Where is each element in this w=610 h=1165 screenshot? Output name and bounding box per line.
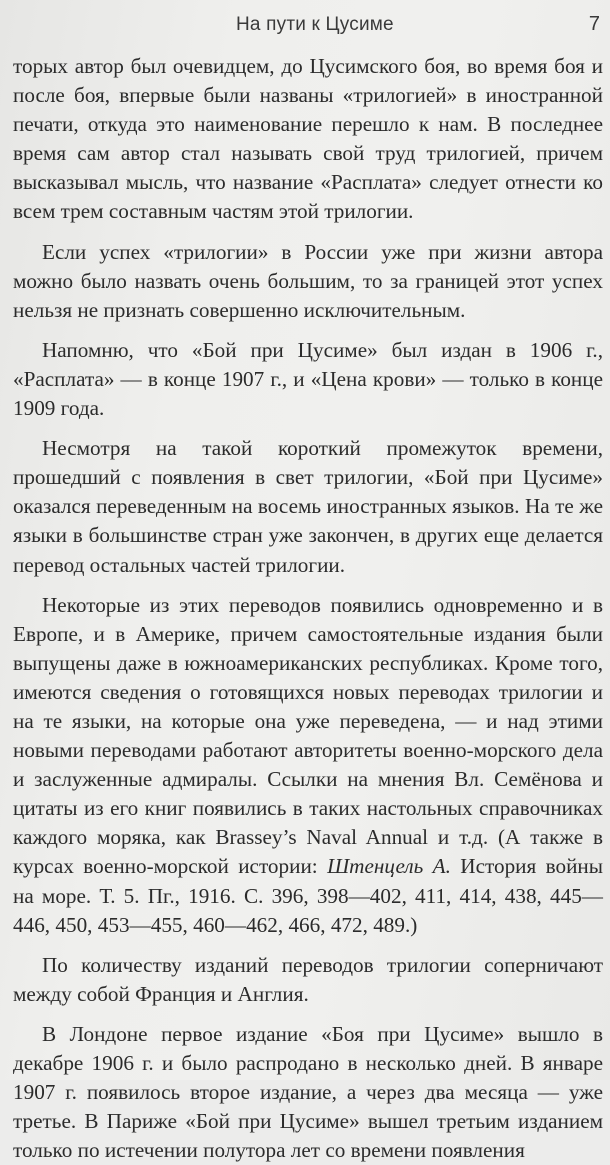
paragraph-continuation: торых автор был очевидцем, до Цусимского боя, во время боя и после боя, впервые были названы «трилогией» в иностранной печати, откуда это наименование перешло к нам. В последнее время сам автор стал называть свой труд трилогией, причем высказывал мысль, что название «Расплата» следует отнести ко всем трем составным частям этой трилогии. bbox=[13, 54, 603, 224]
page-number: 7 bbox=[588, 13, 600, 35]
paragraph-trilogy-success: Если успех «трилогии» в России уже при жизни автора можно было назвать очень большим, то за границей этот успех нельзя не признать совершенно исключительным. bbox=[13, 239, 603, 322]
running-title: На пути к Цусиме bbox=[236, 14, 394, 35]
page-header bbox=[0, 10, 610, 44]
paragraph-translations: Несмотря на такой короткий промежуток времени, прошедший с появления в свет трилогии, «Бой при Цусиме» оказался переведенным на восемь иностранных языков. На те же языки в большинстве стран уже закончен, в других еще делается перевод остальных частей трилогии. bbox=[13, 436, 603, 577]
paragraph-france-england: По количеству изданий переводов трилогии соперничают между собой Франция и Англия. bbox=[13, 952, 603, 1006]
body-text bbox=[13, 52, 603, 1165]
paragraph-text-part: История войны на море. Т. 5. Пг., 1916. С. 396, 398—402, 411, 414, 438, 445—446, 450, 453—455, 460—462, 466, 472, 489.) bbox=[13, 854, 603, 937]
paragraph-london-paris: В Лондоне первое издание «Боя при Цусиме» вышло в декабре 1906 г. и было распродано в несколько дней. В январе 1907 г. появилось второе издание, а через два месяца — уже третье. В Париже «Бой при Цусиме» вышел третьим изданием только по истечении полутора лет со времени появления bbox=[13, 1021, 603, 1163]
paragraph-editions-worldwide bbox=[13, 591, 603, 940]
author-reference: Штенцель А. bbox=[327, 854, 451, 879]
paragraph-publication-dates: Напомню, что «Бой при Цусиме» был издан в 1906 г., «Расплата» — в конце 1907 г., и «Цена крови» — только в конце 1909 года. bbox=[13, 337, 603, 421]
paragraph-text-part: Некоторые из этих переводов появились одновременно и в Европе, и в Америке, причем самостоятельные издания были выпущены даже в южноамериканских республиках. Кроме того, имеются сведения о готовящихся новых переводах трилогии и на те языки, на которые она уже переведена, — и над этими новыми переводами работают авторитеты военно-морского дела и заслуженные адмиралы. Ссылки на мнения Вл. Семёнова и цитаты из его книг появились в таких настольных справочниках каждого моряка, как Brassey’s Naval Annual и т.д. (А также в курсах военно-морской истории: bbox=[13, 592, 603, 879]
